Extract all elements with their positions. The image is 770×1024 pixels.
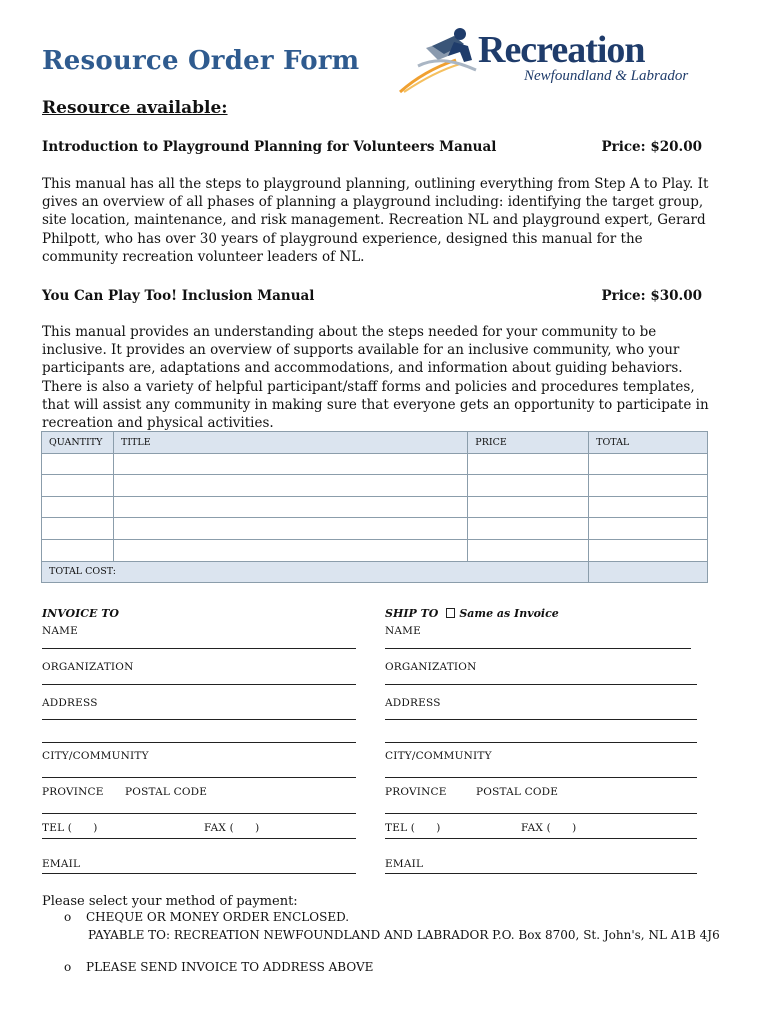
quantity-cell[interactable] — [42, 475, 114, 497]
radio-circle-icon[interactable]: o — [64, 910, 72, 924]
ship-address-line2-field[interactable] — [385, 742, 697, 743]
cyclist-logo-icon — [398, 26, 488, 96]
price-cell[interactable] — [468, 453, 589, 475]
logo-wordmark: Recreation — [478, 29, 645, 71]
invoice-address-field[interactable] — [42, 719, 356, 720]
resources-heading: Resource available: — [42, 98, 228, 118]
quantity-cell[interactable] — [42, 539, 114, 561]
product-2-name: You Can Play Too! Inclusion Manual — [42, 288, 315, 304]
table-row — [42, 496, 708, 518]
ship-postal-label: POSTAL CODE — [476, 786, 559, 798]
invoice-organization-field[interactable] — [42, 684, 356, 685]
product-1-heading — [42, 139, 702, 155]
invoice-email-label: EMAIL — [42, 858, 81, 870]
invoice-heading: INVOICE TO — [42, 607, 120, 620]
product-2-price: Price: $30.00 — [601, 288, 702, 304]
title-cell[interactable] — [113, 518, 467, 540]
title-cell[interactable] — [113, 453, 467, 475]
payment-option-cheque[interactable] — [64, 910, 349, 924]
ship-city-label: CITY/COMMUNITY — [385, 750, 492, 762]
order-table-header — [42, 432, 708, 454]
title-cell[interactable] — [113, 496, 467, 518]
ship-province-label: PROVINCE — [385, 786, 447, 798]
ship-heading-row — [385, 607, 559, 620]
ship-email-field[interactable] — [385, 873, 697, 874]
ship-tel-fax-field[interactable] — [385, 838, 697, 839]
price-cell[interactable] — [468, 475, 589, 497]
payment-option-cheque-label: CHEQUE OR MONEY ORDER ENCLOSED. — [86, 910, 350, 924]
total-cell[interactable] — [589, 496, 708, 518]
price-cell[interactable] — [468, 496, 589, 518]
page-title: Resource Order Form — [42, 46, 360, 76]
payment-option-invoice-label: PLEASE SEND INVOICE TO ADDRESS ABOVE — [86, 960, 374, 974]
quantity-header: QUANTITY — [42, 432, 114, 454]
ship-fax-label: FAX ( ) — [521, 822, 577, 834]
invoice-organization-label: ORGANIZATION — [42, 661, 134, 673]
recreation-logo — [398, 26, 698, 96]
table-row — [42, 539, 708, 561]
total-cost-cell[interactable] — [589, 561, 708, 583]
total-cost-row — [42, 561, 708, 583]
ship-city-field[interactable] — [385, 777, 697, 778]
order-table — [41, 431, 708, 583]
invoice-tel-fax-field[interactable] — [42, 838, 356, 839]
price-cell[interactable] — [468, 518, 589, 540]
invoice-province-postal-field[interactable] — [42, 813, 356, 814]
price-cell[interactable] — [468, 539, 589, 561]
product-2-heading — [42, 288, 702, 304]
invoice-postal-label: POSTAL CODE — [125, 786, 208, 798]
table-row — [42, 453, 708, 475]
ship-name-label: NAME — [385, 625, 421, 637]
invoice-fax-label: FAX ( ) — [204, 822, 260, 834]
product-1-price: Price: $20.00 — [601, 139, 702, 155]
invoice-city-field[interactable] — [42, 777, 356, 778]
product-1-name: Introduction to Playground Planning for Volunteers Manual — [42, 139, 497, 155]
product-1-description: This manual has all the steps to playground planning, outlining everything from Step A to Play. It gives an overview of all phases of planning a playground including: identifying the target group, site location, maintenance, and risk management. Recreation NL and playground expert, Gerard Philpott, who has over 30 years of playground experience, designed this manual for the community recreation volunteer leaders of NL. — [42, 176, 709, 265]
title-cell[interactable] — [113, 539, 467, 561]
invoice-address-line2-field[interactable] — [42, 742, 356, 743]
radio-circle-icon[interactable]: o — [64, 960, 72, 974]
invoice-name-label: NAME — [42, 625, 78, 637]
ship-address-field[interactable] — [385, 719, 697, 720]
same-as-invoice-label: Same as Invoice — [459, 607, 559, 620]
total-cell[interactable] — [589, 539, 708, 561]
total-header: TOTAL — [589, 432, 708, 454]
invoice-name-field[interactable] — [42, 648, 356, 649]
ship-name-field[interactable] — [385, 648, 691, 649]
ship-tel-label: TEL ( ) — [385, 822, 441, 834]
logo-subtitle: Newfoundland & Labrador — [524, 68, 689, 84]
ship-province-postal-field[interactable] — [385, 813, 697, 814]
same-as-invoice-checkbox[interactable] — [446, 608, 455, 618]
total-cell[interactable] — [589, 453, 708, 475]
invoice-province-label: PROVINCE — [42, 786, 104, 798]
total-cell[interactable] — [589, 518, 708, 540]
ship-organization-field[interactable] — [385, 684, 697, 685]
payment-option-invoice[interactable] — [64, 960, 373, 974]
total-cost-label: TOTAL COST: — [42, 561, 589, 583]
ship-address-label: ADDRESS — [385, 697, 441, 709]
title-header: TITLE — [113, 432, 467, 454]
invoice-city-label: CITY/COMMUNITY — [42, 750, 149, 762]
table-row — [42, 475, 708, 497]
invoice-address-label: ADDRESS — [42, 697, 98, 709]
product-2-description: This manual provides an understanding about the steps needed for your community to be inclusive. It provides an overview of supports available for an inclusive community, who your participants are, adaptations and accommodations, and information about guiding behaviors. There is also a variety of helpful participant/staff forms and policies and procedures templates, that will assist any community in making sure that everyone gets an opportunity to participate in recreation and physical activities. — [42, 324, 709, 432]
quantity-cell[interactable] — [42, 496, 114, 518]
quantity-cell[interactable] — [42, 453, 114, 475]
invoice-email-field[interactable] — [42, 873, 356, 874]
ship-organization-label: ORGANIZATION — [385, 661, 477, 673]
invoice-tel-label: TEL ( ) — [42, 822, 98, 834]
price-header: PRICE — [468, 432, 589, 454]
ship-heading: SHIP TO — [385, 607, 439, 620]
table-row — [42, 518, 708, 540]
quantity-cell[interactable] — [42, 518, 114, 540]
payable-to-text: PAYABLE TO: RECREATION NEWFOUNDLAND AND LABRADOR P.O. Box 8700, St. John's, NL A1B 4J6 — [88, 928, 720, 942]
payment-prompt: Please select your method of payment: — [42, 894, 298, 909]
total-cell[interactable] — [589, 475, 708, 497]
title-cell[interactable] — [113, 475, 467, 497]
ship-email-label: EMAIL — [385, 858, 424, 870]
